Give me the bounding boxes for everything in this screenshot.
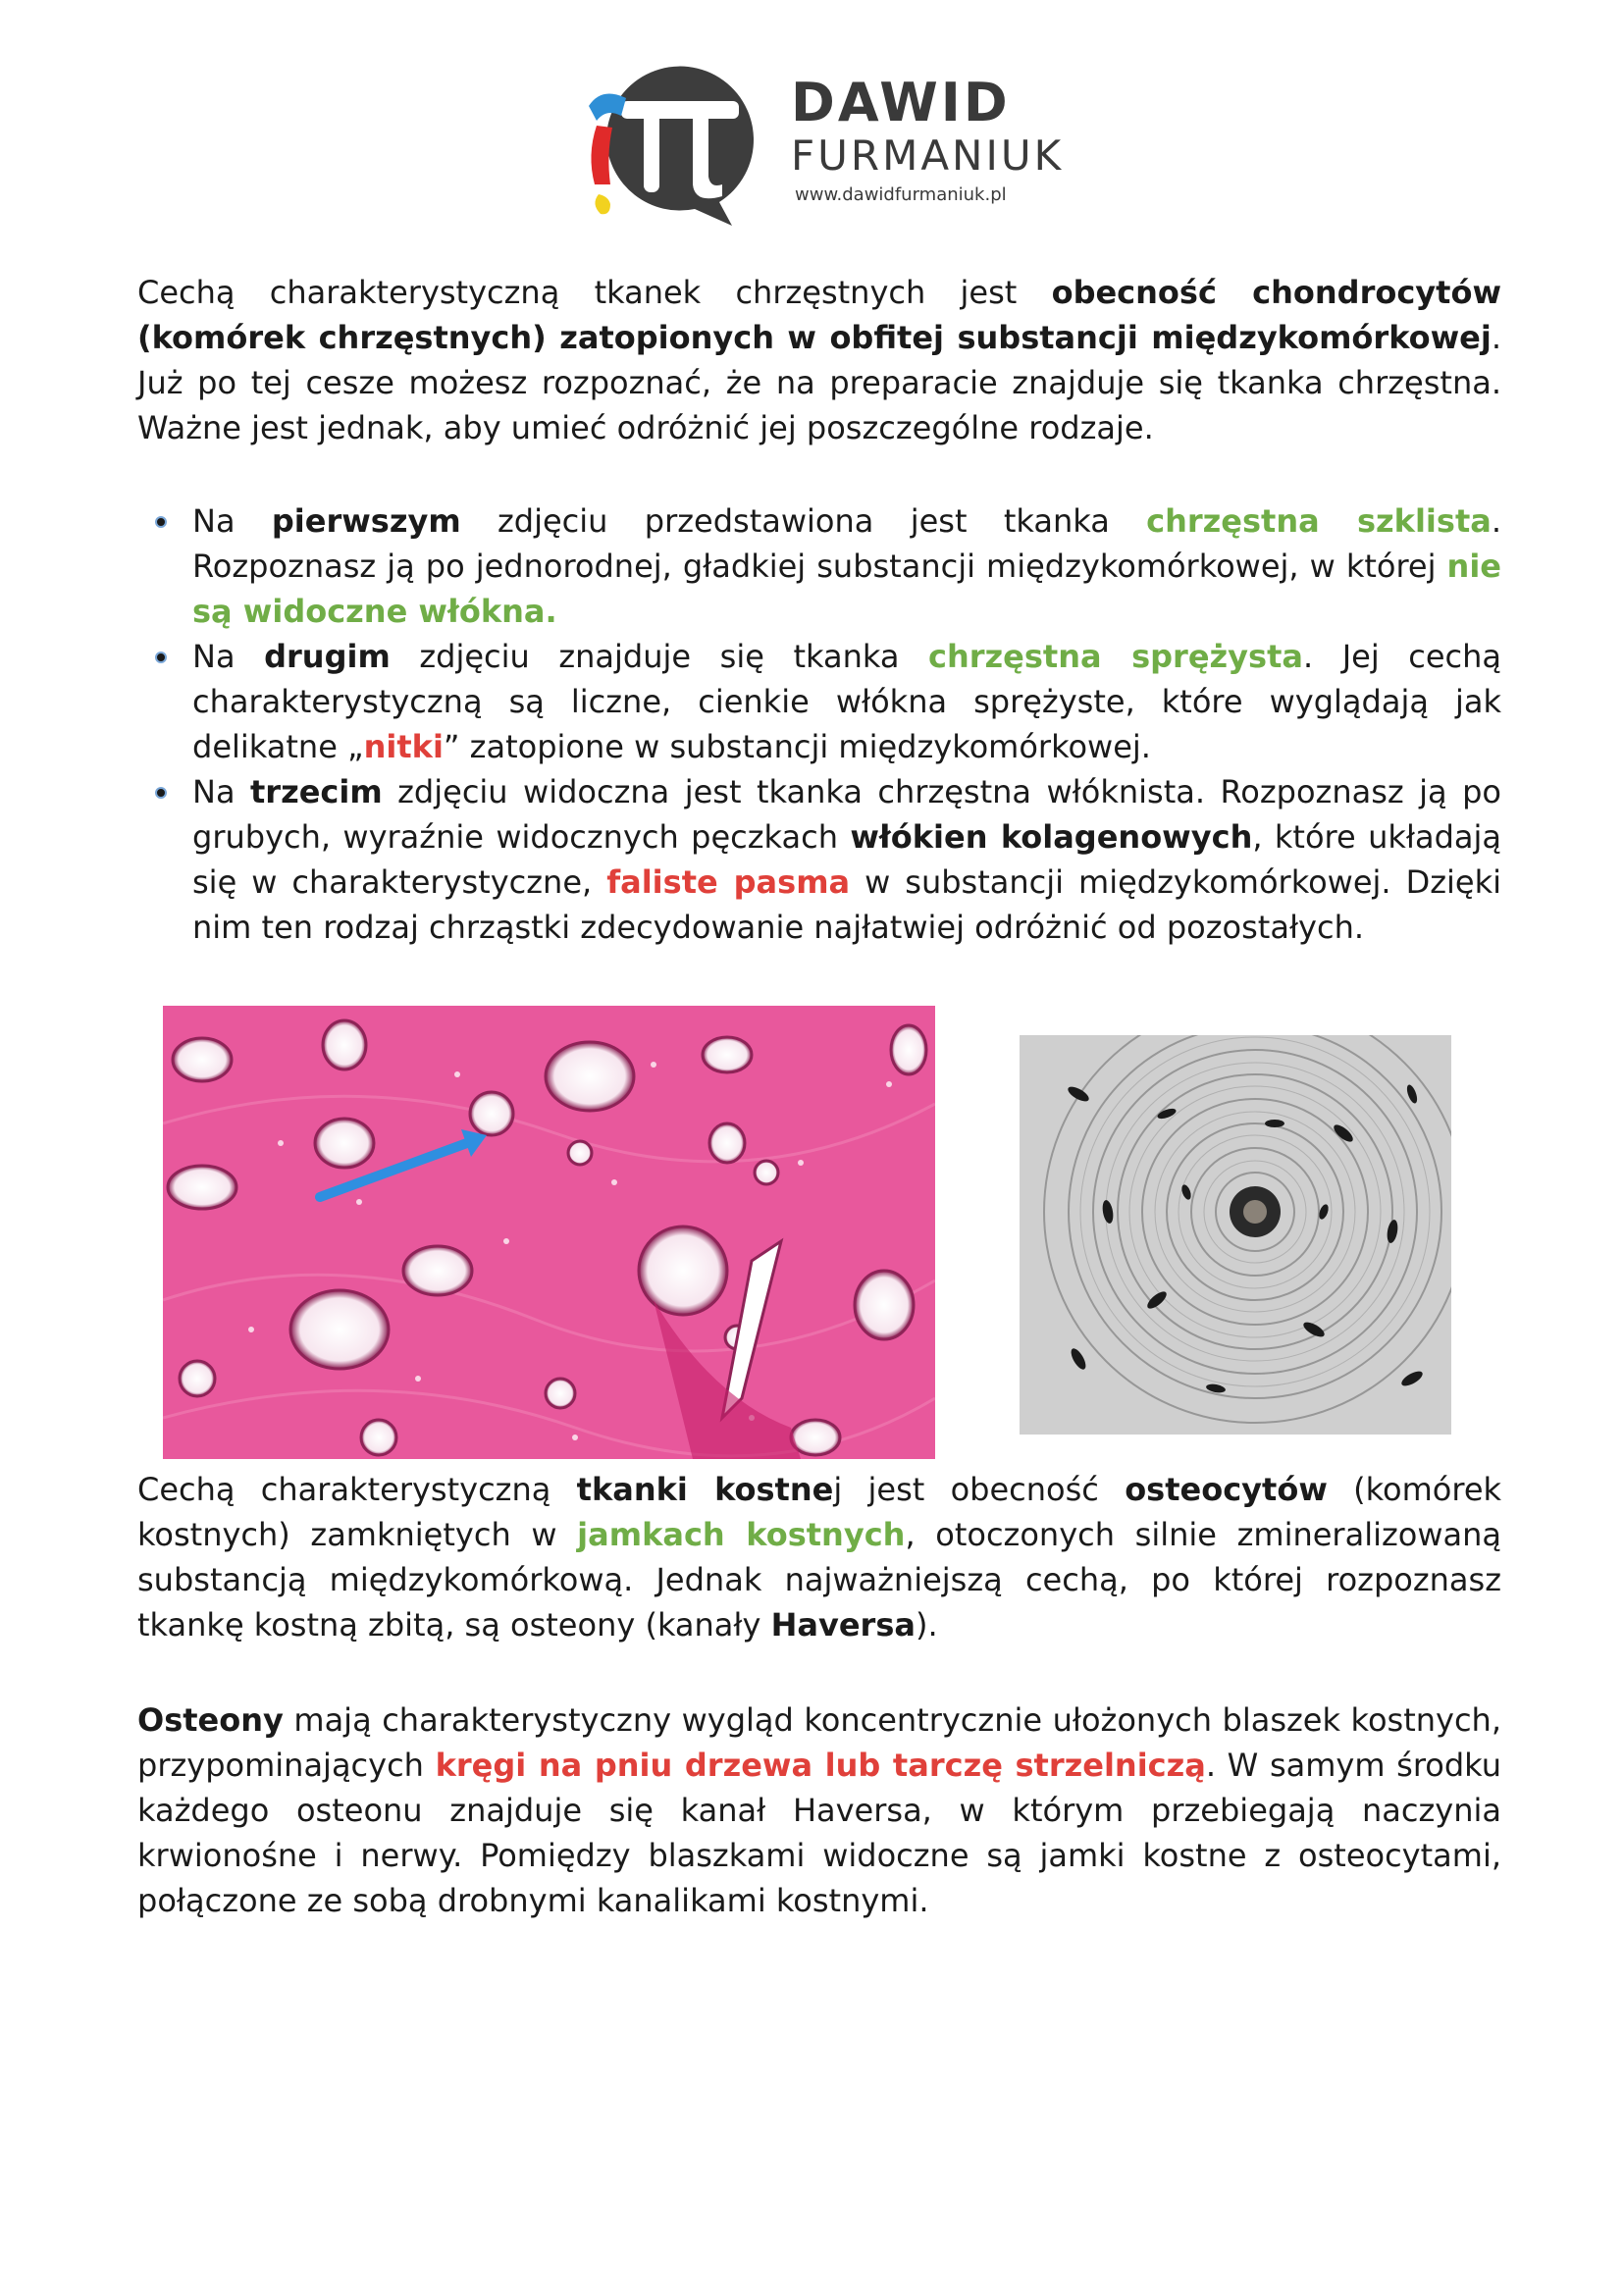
highlight-red: kręgi na pniu drzewa lub tarczę strzelniczą — [435, 1747, 1206, 1784]
bold-text: drugim — [264, 638, 391, 675]
highlight-green: chrzęstna sprężysta — [928, 638, 1303, 675]
bold-text: osteocytów — [1125, 1471, 1328, 1508]
bullet-icon — [155, 652, 167, 663]
text: Na — [192, 773, 250, 810]
brand-subname: FURMANIUK — [791, 131, 1065, 180]
pi-logo-icon — [567, 47, 793, 234]
text: zdjęciu widoczna jest tkanka chrzęstna włóknista. Rozpoznasz ją po grubych, wyraźnie widocznych pęczkach — [192, 773, 1502, 856]
bullet-icon — [155, 516, 167, 528]
text: j jest obecność — [833, 1471, 1126, 1508]
bold-text: włókien kolagenowych — [850, 818, 1253, 856]
text: . Już po tej cesze możesz rozpoznać, że na preparacie znajduje się tkanka chrzęstna. Ważne jest jednak, aby umieć odróżnić jej poszczególne rodzaje. — [137, 319, 1501, 446]
text: , otoczonych silnie zmineralizowaną substancją międzykomórkową. Jednak najważniejszą cechą, po której rozpoznasz tkankę kostną zbitą, są osteony (kanały — [137, 1516, 1502, 1644]
highlight-red: nitki — [363, 728, 444, 765]
text: Na — [192, 502, 272, 540]
cartilage-list — [137, 498, 1501, 950]
bone-paragraph — [137, 1467, 1501, 1647]
text: mają charakterystyczny wygląd koncentrycznie ułożonych blaszek kostnych, przypominających — [137, 1701, 1501, 1784]
list-item — [137, 634, 1501, 769]
logo — [567, 47, 1065, 234]
brand-name: DAWID — [791, 72, 1011, 133]
text: Cechą charakterystyczną — [137, 1471, 577, 1508]
list-item — [137, 769, 1501, 950]
osteon-paragraph — [137, 1697, 1501, 1923]
highlight-green: chrzęstna szklista — [1146, 502, 1492, 540]
text: Cechą charakterystyczną tkanek chrzęstnych jest — [137, 274, 1052, 311]
list-item — [137, 498, 1501, 634]
bold-text: Osteony — [137, 1701, 284, 1739]
text: . Jej cechą charakterystyczną są liczne, cienkie włókna sprężyste, które wyglądają jak delikatne „ — [192, 638, 1502, 765]
text: . Rozpoznasz ją po jednorodnej, gładkiej substancji międzykomórkowej, w której — [192, 502, 1502, 585]
bullet-icon — [155, 787, 167, 799]
bold-text: Haversa — [770, 1606, 916, 1644]
highlight-green: jamkach kostnych — [577, 1516, 906, 1553]
text: (komórek kostnych) zamkniętych w — [137, 1471, 1502, 1553]
osteon-micrograph-gray — [1020, 1035, 1451, 1435]
text: Na — [192, 638, 265, 675]
bold-text: obecność chondrocytów (komórek chrzęstnych) zatopionych w obfitej substancji międzykomórkowej — [137, 274, 1502, 356]
bold-text: trzecim — [250, 773, 383, 810]
bold-text: pierwszym — [271, 502, 461, 540]
text: w substancji międzykomórkowej. Dzięki nim ten rodzaj chrząstki zdecydowanie najłatwiej odróżnić od pozostałych. — [192, 863, 1502, 946]
text: zdjęciu przedstawiona jest tkanka — [460, 502, 1147, 540]
text: ” zatopione w substancji międzykomórkowej. — [443, 728, 1151, 765]
bold-text: tkanki kostne — [576, 1471, 834, 1508]
highlight-green: nie są widoczne włókna. — [192, 548, 1501, 630]
intro-paragraph — [137, 270, 1501, 450]
text: ). — [915, 1606, 938, 1644]
bone-micrograph-pink — [163, 1006, 935, 1459]
brand-url: www.dawidfurmaniuk.pl — [795, 184, 1007, 205]
text: , które układają się w charakterystyczne, — [192, 818, 1502, 901]
text: . W samym środku każdego osteonu znajduje się kanał Haversa, w którym przebiegają naczynia krwionośne i nerwy. Pomiędzy blaszkami widoczne są jamki kostne z osteocytami, połączone ze sobą drobnymi kanalikami kostnymi. — [137, 1747, 1501, 1919]
text: zdjęciu znajduje się tkanka — [390, 638, 928, 675]
highlight-red: faliste pasma — [606, 863, 851, 901]
